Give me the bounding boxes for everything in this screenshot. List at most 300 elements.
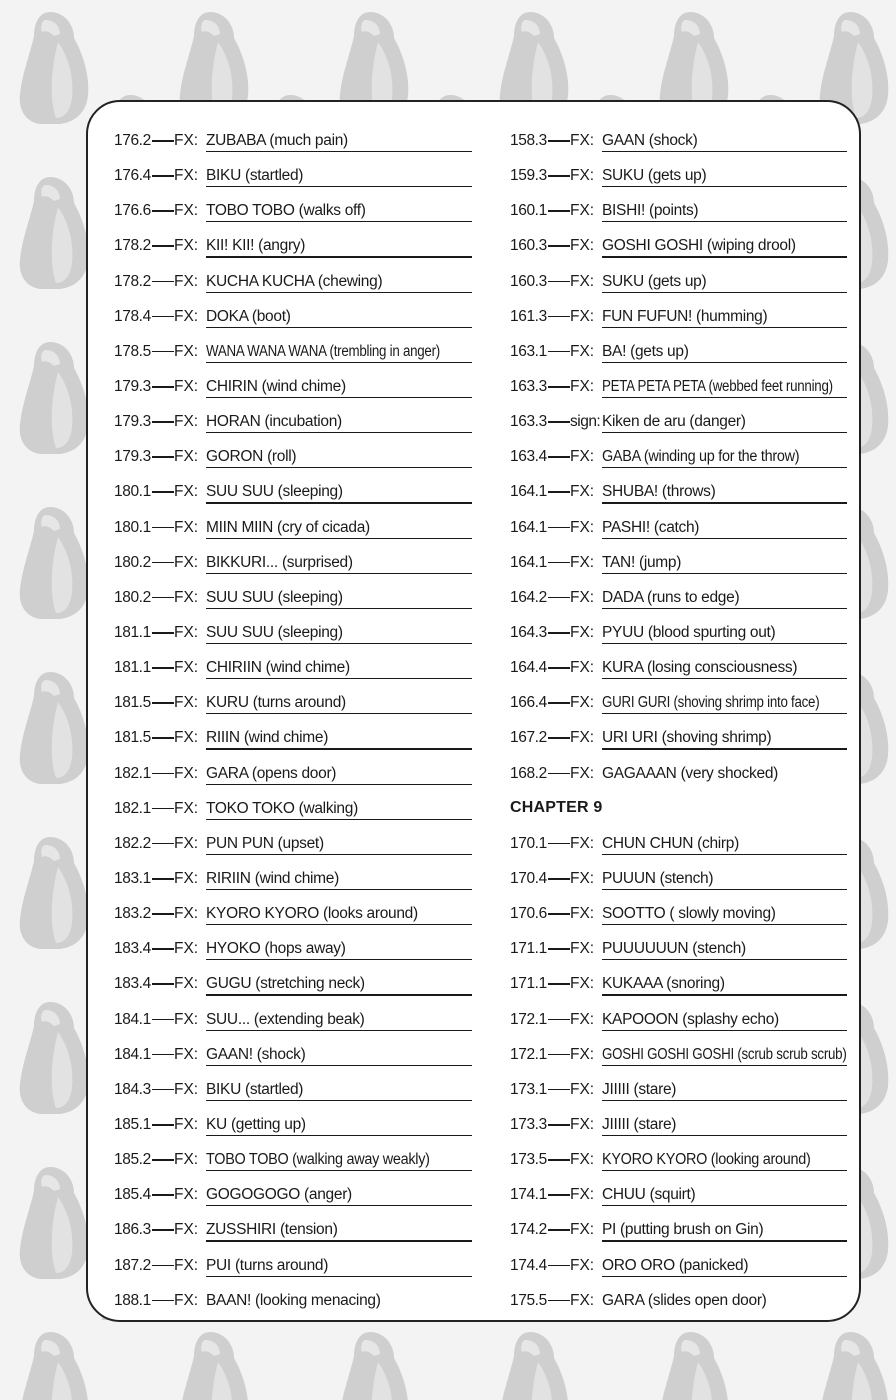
translation-text: KURU (turns around): [206, 694, 346, 712]
list-item: [114, 1073, 472, 1108]
underline-rule: [602, 292, 847, 293]
page-ref: 181.5: [114, 694, 151, 712]
translation-text: ZUBABA (much pain): [206, 132, 348, 149]
dash-rule: [548, 737, 570, 739]
list-item: [114, 475, 472, 510]
underline-rule: [206, 924, 472, 925]
underline-rule: [602, 713, 847, 714]
list-item: [114, 616, 472, 651]
translation-text: GOGOGOGO (anger): [206, 1186, 352, 1204]
dash-rule: [548, 667, 570, 669]
translation-text: CHIRIN (wind chime): [206, 377, 346, 395]
underline-rule: [602, 1276, 847, 1277]
list-item: [114, 124, 472, 159]
fx-label: FX:: [174, 342, 199, 360]
page-ref: 185.2: [114, 1151, 151, 1169]
fx-label: FX:: [570, 1010, 595, 1028]
dash-rule: [152, 210, 174, 212]
dash-rule: [548, 1300, 570, 1302]
fx-label: FX:: [174, 237, 199, 255]
list-item: [510, 1249, 847, 1284]
page-ref: 164.1: [510, 483, 547, 501]
list-item: [114, 721, 472, 756]
dash-rule: [548, 632, 570, 634]
fx-label: FX:: [174, 167, 199, 185]
page-ref: 174.2: [510, 1221, 547, 1239]
underline-rule: [602, 1205, 847, 1206]
underline-rule: [602, 924, 847, 925]
underline-rule: [206, 889, 472, 890]
fx-label: FX:: [570, 975, 595, 993]
translation-text: ZUSSHIRI (tension): [206, 1221, 338, 1239]
page-ref: 183.4: [114, 975, 151, 993]
underline-rule: [206, 1276, 472, 1277]
fx-label: FX:: [570, 202, 595, 220]
list-item: [510, 370, 847, 405]
underline-rule: [602, 1065, 847, 1066]
translation-text: GAGAAAN (very shocked): [602, 764, 779, 782]
list-item: [114, 686, 472, 721]
fx-label: FX:: [570, 1045, 595, 1063]
dash-rule: [152, 1300, 174, 1302]
underline-rule: [602, 362, 847, 363]
underline-rule: [602, 994, 847, 995]
page-ref: 181.1: [114, 659, 151, 677]
dash-rule: [548, 1054, 570, 1056]
fx-label: FX:: [570, 132, 595, 149]
translation-text: KAPOOON (splashy echo): [602, 1010, 779, 1028]
list-item: [114, 581, 472, 616]
fx-label: FX:: [174, 869, 199, 887]
translation-text: GABA (winding up for the throw): [602, 448, 800, 466]
dash-rule: [152, 913, 174, 915]
dash-rule: [152, 1089, 174, 1091]
page-ref: 164.3: [510, 623, 547, 641]
list-item: [114, 1003, 472, 1038]
translation-text: PUN PUN (upset): [206, 834, 324, 852]
page-ref: 175.5: [510, 1291, 547, 1309]
underline-rule: [206, 1065, 472, 1066]
fx-label: FX:: [570, 167, 595, 185]
page-ref: 160.1: [510, 202, 547, 220]
translation-text: BIKU (startled): [206, 167, 304, 185]
dash-rule: [152, 948, 174, 950]
list-item: [114, 265, 472, 300]
dash-rule: [548, 245, 570, 247]
underline-rule: [206, 467, 472, 468]
translation-text: TOBO TOBO (walking away weakly): [206, 1151, 430, 1169]
fx-label: FX:: [174, 905, 199, 923]
translation-text: PUUUN (stench): [602, 869, 714, 887]
dash-rule: [152, 632, 174, 634]
fx-label: FX:: [570, 729, 595, 747]
underline-rule: [206, 994, 472, 995]
underline-rule: [602, 854, 847, 855]
underline-rule: [602, 643, 847, 644]
underline-rule: [206, 151, 472, 152]
list-item: [510, 229, 847, 264]
underline-rule: [602, 256, 847, 257]
page-ref: 158.3: [510, 132, 547, 149]
right-column: [510, 124, 847, 1319]
page-ref: 164.1: [510, 553, 547, 571]
page-ref: 174.1: [510, 1186, 547, 1204]
underline-rule: [602, 186, 847, 187]
translation-text: PETA PETA PETA (webbed feet running): [602, 377, 833, 395]
underline-rule: [206, 643, 472, 644]
page-ref: 176.4: [114, 167, 151, 185]
dash-rule: [152, 527, 174, 529]
list-item: [114, 1213, 472, 1248]
fx-label: FX:: [174, 1291, 199, 1309]
translation-text: BISHI! (points): [602, 202, 699, 220]
translation-text: PUI (turns around): [206, 1256, 329, 1274]
dash-rule: [152, 562, 174, 564]
fx-label: FX:: [174, 1151, 199, 1169]
page-ref: 183.2: [114, 905, 151, 923]
list-item: [114, 651, 472, 686]
page-ref: 179.3: [114, 448, 151, 466]
list-item: [114, 862, 472, 897]
dash-rule: [152, 140, 174, 142]
list-item: [510, 475, 847, 510]
translation-text: TOBO TOBO (walks off): [206, 202, 366, 220]
fx-label: FX:: [174, 553, 199, 571]
page-ref: 182.2: [114, 834, 151, 852]
dash-rule: [548, 140, 570, 142]
fx-label: FX:: [174, 940, 199, 958]
translation-text: SHUBA! (throws): [602, 483, 716, 501]
list-item: [510, 546, 847, 581]
list-item: [510, 686, 847, 721]
translation-text: FUN FUFUN! (humming): [602, 307, 768, 325]
underline-rule: [206, 256, 472, 257]
fx-label: FX:: [570, 905, 595, 923]
page-ref: 184.1: [114, 1045, 151, 1063]
fx-label: FX:: [570, 448, 595, 466]
list-item: [114, 229, 472, 264]
page-ref: 159.3: [510, 167, 547, 185]
page-ref: 181.5: [114, 729, 151, 747]
list-item: [510, 1284, 847, 1319]
list-item: [510, 651, 847, 686]
translation-text: BA! (gets up): [602, 342, 689, 360]
list-item: [510, 581, 847, 616]
dash-rule: [152, 245, 174, 247]
page-ref: 182.1: [114, 764, 151, 782]
fx-label: FX:: [174, 799, 199, 817]
translation-text: GURI GURI (shoving shrimp into face): [602, 694, 820, 712]
translation-text: ORO ORO (panicked): [602, 1256, 749, 1274]
translation-text: GOSHI GOSHI GOSHI (scrub scrub scrub): [602, 1045, 847, 1063]
list-item: [510, 1003, 847, 1038]
dash-rule: [548, 913, 570, 915]
fx-label: FX:: [570, 869, 595, 887]
page-ref: 171.1: [510, 975, 547, 993]
fx-label: FX:: [570, 272, 595, 290]
underline-rule: [206, 362, 472, 363]
page-ref: 163.4: [510, 448, 547, 466]
list-item: [510, 265, 847, 300]
translation-text: DADA (runs to edge): [602, 588, 740, 606]
translation-text: GARA (opens door): [206, 764, 337, 782]
underline-rule: [602, 608, 847, 609]
list-item: [510, 932, 847, 967]
translation-text: KUKAAA (snoring): [602, 975, 725, 993]
fx-label: FX:: [570, 1256, 595, 1274]
list-item: [114, 757, 472, 792]
fx-label: FX:: [174, 132, 199, 149]
translation-text: PUUUUUUN (stench): [602, 940, 746, 958]
fx-label: FX:: [570, 1221, 595, 1239]
page-ref: 163.3: [510, 413, 547, 431]
dash-rule: [548, 562, 570, 564]
fx-label: FX:: [174, 202, 199, 220]
fx-label: FX:: [570, 483, 595, 501]
translation-text: GORON (roll): [206, 448, 297, 466]
page-ref: 183.1: [114, 869, 151, 887]
dash-rule: [152, 1019, 174, 1021]
page-ref: 173.1: [510, 1080, 547, 1098]
list-item: [510, 1143, 847, 1178]
page-ref: 161.3: [510, 307, 547, 325]
list-item: [510, 1073, 847, 1108]
fx-label: FX:: [570, 1115, 595, 1133]
page-ref: 168.2: [510, 764, 547, 782]
list-item: [510, 967, 847, 1002]
underline-rule: [602, 397, 847, 398]
list-item: [114, 792, 472, 827]
list-item: [114, 159, 472, 194]
underline-rule: [206, 1240, 472, 1241]
list-item: [510, 124, 847, 159]
translation-text: WANA WANA WANA (trembling in anger): [206, 342, 440, 360]
dash-rule: [548, 1159, 570, 1161]
underline-rule: [206, 819, 472, 820]
translation-text: DOKA (boot): [206, 307, 291, 325]
translation-text: BIKU (startled): [206, 1080, 304, 1098]
translation-text: HORAN (incubation): [206, 413, 342, 431]
page-ref: 180.1: [114, 483, 151, 501]
fx-label: FX:: [570, 307, 595, 325]
translation-text: KURA (losing consciousness): [602, 659, 798, 677]
page-ref: 174.4: [510, 1256, 547, 1274]
underline-rule: [206, 397, 472, 398]
page-ref: 160.3: [510, 237, 547, 255]
underline-rule: [602, 1170, 847, 1171]
underline-rule: [206, 784, 472, 785]
dash-rule: [152, 843, 174, 845]
page-ref: 176.6: [114, 202, 151, 220]
dash-rule: [152, 878, 174, 880]
page-ref: 180.2: [114, 553, 151, 571]
translation-text: PI (putting brush on Gin): [602, 1221, 764, 1239]
underline-rule: [206, 1135, 472, 1136]
dash-rule: [152, 597, 174, 599]
list-item: [114, 511, 472, 546]
page-ref: 172.1: [510, 1010, 547, 1028]
underline-rule: [602, 221, 847, 222]
list-item: [114, 932, 472, 967]
translation-text: Kiken de aru (danger): [602, 413, 746, 431]
dash-rule: [548, 351, 570, 353]
dash-rule: [548, 878, 570, 880]
list-item: [510, 862, 847, 897]
page-ref: 176.2: [114, 132, 151, 149]
page-ref: 178.2: [114, 272, 151, 290]
underline-rule: [602, 889, 847, 890]
translation-text: HYOKO (hops away): [206, 940, 346, 958]
fx-label: FX:: [174, 694, 199, 712]
fx-label: FX:: [174, 1221, 199, 1239]
dash-rule: [152, 1124, 174, 1126]
page-ref: 182.1: [114, 799, 151, 817]
underline-rule: [602, 573, 847, 574]
list-item: [510, 757, 847, 792]
underline-rule: [206, 538, 472, 539]
list-item: [114, 897, 472, 932]
fx-label: FX:: [174, 377, 199, 395]
page-ref: 166.4: [510, 694, 547, 712]
translation-text: KU (getting up): [206, 1115, 306, 1133]
underline-rule: [602, 1100, 847, 1101]
translation-text: URI URI (shoving shrimp): [602, 729, 772, 747]
list-item: [510, 511, 847, 546]
dash-rule: [548, 1089, 570, 1091]
underline-rule: [602, 959, 847, 960]
dash-rule: [152, 421, 174, 423]
dash-rule: [152, 983, 174, 985]
underline-rule: [206, 327, 472, 328]
underline-rule: [206, 748, 472, 749]
fx-label: FX:: [570, 1080, 595, 1098]
page-ref: 160.3: [510, 272, 547, 290]
fx-label: FX:: [174, 623, 199, 641]
translation-text: GUGU (stretching neck): [206, 975, 365, 993]
dash-rule: [152, 808, 174, 810]
list-item: [510, 897, 847, 932]
page-ref: 164.2: [510, 588, 547, 606]
underline-rule: [206, 678, 472, 679]
dash-rule: [548, 1265, 570, 1267]
page-ref: 180.2: [114, 588, 151, 606]
translation-text: GOSHI GOSHI (wiping drool): [602, 237, 796, 255]
dash-rule: [152, 1159, 174, 1161]
page-ref: 164.4: [510, 659, 547, 677]
fx-label: FX:: [570, 588, 595, 606]
page-ref: 170.4: [510, 869, 547, 887]
underline-rule: [206, 573, 472, 574]
underline-rule: [206, 608, 472, 609]
underline-rule: [602, 502, 847, 503]
dash-rule: [548, 210, 570, 212]
underline-rule: [206, 959, 472, 960]
chapter-heading-row: [510, 792, 847, 827]
dash-rule: [548, 702, 570, 704]
translation-text: SUU SUU (sleeping): [206, 588, 343, 606]
translation-text: GAAN! (shock): [206, 1045, 306, 1063]
dash-rule: [548, 281, 570, 283]
list-item: [114, 827, 472, 862]
page-ref: 187.2: [114, 1256, 151, 1274]
underline-rule: [602, 678, 847, 679]
translation-text: SUKU (gets up): [602, 167, 707, 185]
page-ref: 184.1: [114, 1010, 151, 1028]
fx-label: FX:: [570, 659, 595, 677]
list-item: [510, 1213, 847, 1248]
dash-rule: [548, 948, 570, 950]
underline-rule: [602, 1030, 847, 1031]
dash-rule: [548, 316, 570, 318]
sign-label: sign:: [570, 413, 601, 431]
page-ref: 170.1: [510, 834, 547, 852]
list-item: [114, 1249, 472, 1284]
page-ref: 185.4: [114, 1186, 151, 1204]
fx-label: FX:: [570, 764, 595, 782]
list-item: [510, 159, 847, 194]
underline-rule: [602, 538, 847, 539]
translation-text: SUU SUU (sleeping): [206, 623, 343, 641]
dash-rule: [152, 491, 174, 493]
underline-rule: [206, 1030, 472, 1031]
dash-rule: [152, 456, 174, 458]
page-ref: 180.1: [114, 518, 151, 536]
translation-text: SUU... (extending beak): [206, 1010, 365, 1028]
dash-rule: [548, 773, 570, 775]
fx-label: FX:: [174, 307, 199, 325]
dash-rule: [548, 1124, 570, 1126]
page-ref: 164.1: [510, 518, 547, 536]
underline-rule: [602, 151, 847, 152]
underline-rule: [602, 467, 847, 468]
list-item: [510, 827, 847, 862]
list-item: [114, 1178, 472, 1213]
translation-text: CHIRIIN (wind chime): [206, 659, 350, 677]
translation-text: SUKU (gets up): [602, 272, 707, 290]
translation-text: CHUN CHUN (chirp): [602, 834, 739, 852]
dash-rule: [152, 281, 174, 283]
page-ref: 170.6: [510, 905, 547, 923]
translation-text: TOKO TOKO (walking): [206, 799, 358, 817]
dash-rule: [548, 456, 570, 458]
fx-label: FX:: [174, 1045, 199, 1063]
fx-label: FX:: [174, 1115, 199, 1133]
translation-text: RIRIIN (wind chime): [206, 869, 339, 887]
page-ref: 178.5: [114, 342, 151, 360]
page-ref: 181.1: [114, 623, 151, 641]
underline-rule: [602, 748, 847, 749]
page-ref: 163.3: [510, 377, 547, 395]
page-ref: 188.1: [114, 1291, 151, 1309]
dash-rule: [152, 316, 174, 318]
underline-rule: [206, 1170, 472, 1171]
page-ref: 172.1: [510, 1045, 547, 1063]
list-item: [114, 300, 472, 335]
fx-label: FX:: [174, 588, 199, 606]
translation-text: TAN! (jump): [602, 553, 682, 571]
fx-label: FX:: [174, 659, 199, 677]
list-item: [114, 440, 472, 475]
dash-rule: [152, 737, 174, 739]
fx-label: FX:: [570, 377, 595, 395]
dash-rule: [152, 175, 174, 177]
dash-rule: [152, 386, 174, 388]
dash-rule: [548, 983, 570, 985]
fx-label: FX:: [174, 729, 199, 747]
fx-label: FX:: [174, 413, 199, 431]
fx-label: FX:: [174, 1010, 199, 1028]
translation-text: GARA (slides open door): [602, 1291, 767, 1309]
